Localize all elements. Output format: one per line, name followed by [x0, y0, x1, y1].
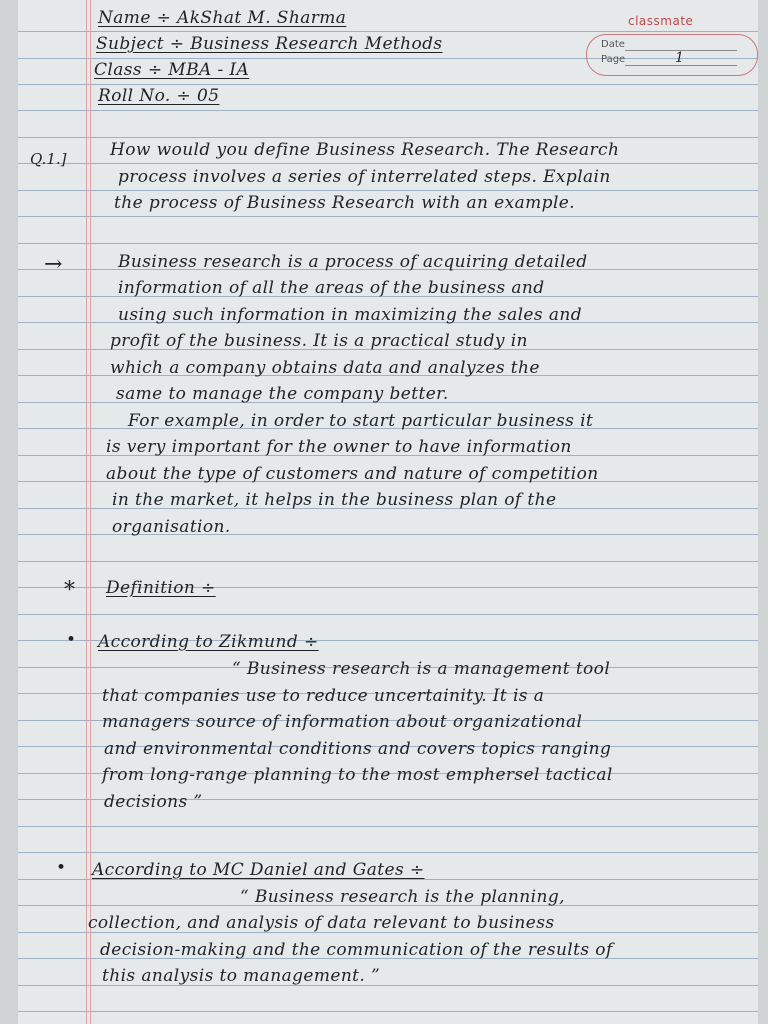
- question-number: Q.1.]: [30, 150, 67, 168]
- bullet: •: [66, 630, 77, 650]
- notebook-page: [18, 0, 758, 1024]
- answer-arrow: →: [44, 252, 63, 277]
- date-label: Date: [601, 39, 625, 50]
- answer-line: information of all the areas of the business and: [118, 278, 545, 298]
- class: Class ÷ MBA - IA: [94, 60, 250, 80]
- answer-line: which a company obtains data and analyzes the: [110, 358, 540, 378]
- ruled-line: [18, 110, 758, 111]
- answer-line: about the type of customers and nature of competition: [106, 464, 599, 484]
- margin-line: [90, 0, 91, 1024]
- ruled-line: [18, 826, 758, 827]
- page-label: Page: [601, 54, 626, 65]
- page-number: 1: [675, 50, 684, 66]
- ruled-line: [18, 163, 758, 164]
- ruled-line: [18, 561, 758, 562]
- zikmund-line: decisions ”: [104, 792, 203, 812]
- question-line: the process of Business Research with an example.: [114, 193, 576, 213]
- question-line: How would you define Business Research. The Research: [110, 140, 620, 160]
- ruled-line: [18, 243, 758, 244]
- mcdaniel-line: collection, and analysis of data relevant to business: [88, 913, 555, 933]
- star-bullet: *: [64, 578, 75, 603]
- date-page-box: [586, 34, 758, 76]
- zikmund-line: “ Business research is a management tool: [232, 659, 611, 679]
- mcdaniel-heading: According to MC Daniel and Gates ÷: [92, 860, 425, 880]
- ruled-line: [18, 31, 758, 32]
- bullet: •: [56, 858, 67, 878]
- mcdaniel-line: “ Business research is the planning,: [240, 887, 565, 907]
- ruled-line: [18, 1011, 758, 1012]
- answer-line: using such information in maximizing the sales and: [118, 305, 582, 325]
- subject: Subject ÷ Business Research Methods: [96, 34, 443, 54]
- answer-line: profit of the business. It is a practical study in: [110, 331, 528, 351]
- roll-number: Roll No. ÷ 05: [98, 86, 220, 106]
- ruled-line: [18, 216, 758, 217]
- answer-line: organisation.: [112, 517, 231, 537]
- brand-logo: classmate: [628, 14, 694, 28]
- zikmund-heading: According to Zikmund ÷: [98, 632, 319, 652]
- ruled-line: [18, 852, 758, 853]
- ruled-line: [18, 84, 758, 85]
- mcdaniel-line: this analysis to management. ”: [102, 966, 381, 986]
- answer-line: is very important for the owner to have information: [106, 437, 572, 457]
- zikmund-line: and environmental conditions and covers topics ranging: [104, 739, 612, 759]
- margin-line: [86, 0, 87, 1024]
- answer-line: Business research is a process of acquiring detailed: [118, 252, 588, 272]
- answer-line: For example, in order to start particular business it: [128, 411, 594, 431]
- ruled-line: [18, 614, 758, 615]
- zikmund-line: from long-range planning to the most emphersel tactical: [102, 765, 613, 785]
- zikmund-line: that companies use to reduce uncertainity. It is a: [102, 686, 545, 706]
- answer-line: same to manage the company better.: [116, 384, 449, 404]
- question-line: process involves a series of interrelated steps. Explain: [118, 167, 611, 187]
- student-name: Name ÷ AkShat M. Sharma: [98, 8, 347, 28]
- answer-line: in the market, it helps in the business plan of the: [112, 490, 557, 510]
- zikmund-line: managers source of information about organizational: [102, 712, 583, 732]
- ruled-line: [18, 137, 758, 138]
- mcdaniel-line: decision-making and the communication of the results of: [100, 940, 613, 960]
- definition-heading: Definition ÷: [106, 578, 216, 598]
- ruled-line: [18, 190, 758, 191]
